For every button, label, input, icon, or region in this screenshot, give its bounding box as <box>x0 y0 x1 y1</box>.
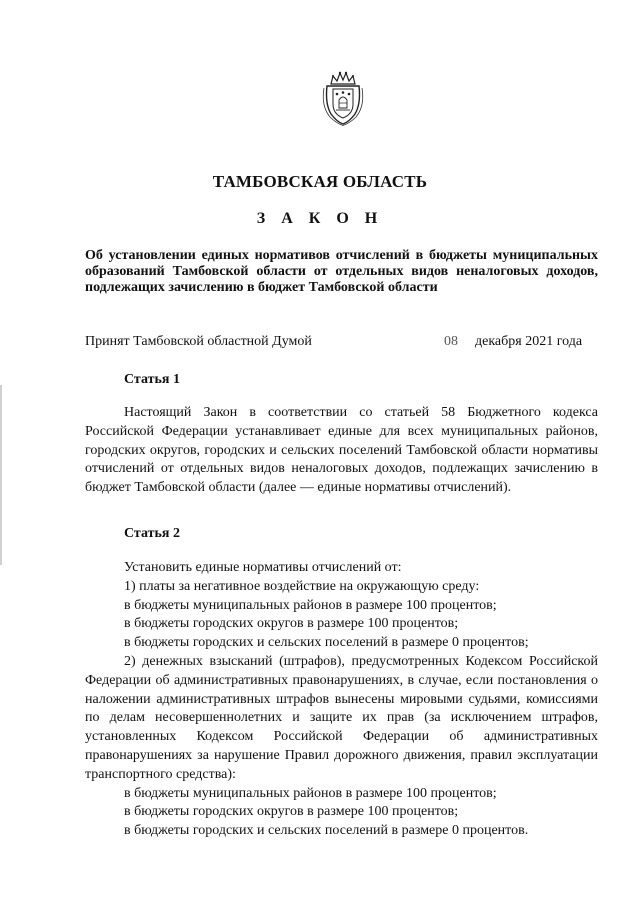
adoption-day: 08 <box>444 334 458 349</box>
article-2-item-1-line: в бюджеты муниципальных районов в размере 100 процентов; <box>124 597 497 613</box>
article-2-item-2: 2) денежных взысканий (штрафов), предусмотренных Кодексом Российской Федерации об административных правонарушениях, в случае, если постановления о наложении административных штрафов вынесены мировыми судьями, комиссиями по делам несовершеннолетних и защите их прав (за исключением штрафов, установленных Кодексом Российской Федерации об административных правонарушениях за нарушение Правил дорожного движения, правил эксплуатации транспортного средства): <box>85 653 598 782</box>
article-2-item-2-line: в бюджеты муниципальных районов в размере 100 процентов; <box>124 785 497 801</box>
article-2-item-2-line: в бюджеты городских округов в размере 100 процентов; <box>124 804 459 820</box>
article-2-intro: Установить единые нормативы отчислений от: <box>124 560 402 575</box>
scan-edge-mark <box>0 385 2 565</box>
article-2-heading: Статья 2 <box>124 526 180 541</box>
tambov-coat-of-arms-icon <box>321 70 365 126</box>
document-type: З А К О Н <box>256 210 384 227</box>
article-1-heading: Статья 1 <box>124 372 180 387</box>
law-title: Об установлении единых нормативов отчислений в бюджеты муниципальных образований Тамбовской области от отдельных видов неналоговых доходов, подлежащих зачислению в бюджет Тамбовской области <box>85 248 598 295</box>
adoption-month-year: декабря 2021 года <box>475 334 583 349</box>
article-2-body <box>85 559 598 841</box>
article-1-text: Настоящий Закон в соответствии со статьей 58 Бюджетного кодекса Российской Федерации устанавливает единые для всех муниципальных районов, городских округов, городских и сельских поселений Тамбовской области нормативы отчислений от отдельных видов неналоговых доходов, подлежащих зачислению в бюджет Тамбовской области (далее — единые нормативы отчислений). <box>85 405 598 496</box>
article-2-item-2-line: в бюджеты городских и сельских поселений в размере 0 процентов. <box>124 823 529 839</box>
article-2-item-1-line: в бюджеты городских и сельских поселений в размере 0 процентов; <box>124 635 529 651</box>
region-title: ТАМБОВСКАЯ ОБЛАСТЬ <box>212 172 428 191</box>
article-2-item-1-line: в бюджеты городских округов в размере 100 процентов; <box>124 616 459 632</box>
adoption-line <box>85 334 598 350</box>
article-2-item-1: 1) платы за негативное воздействие на окружающую среду: <box>124 578 480 594</box>
adoption-label: Принят Тамбовской областной Думой <box>85 334 312 349</box>
